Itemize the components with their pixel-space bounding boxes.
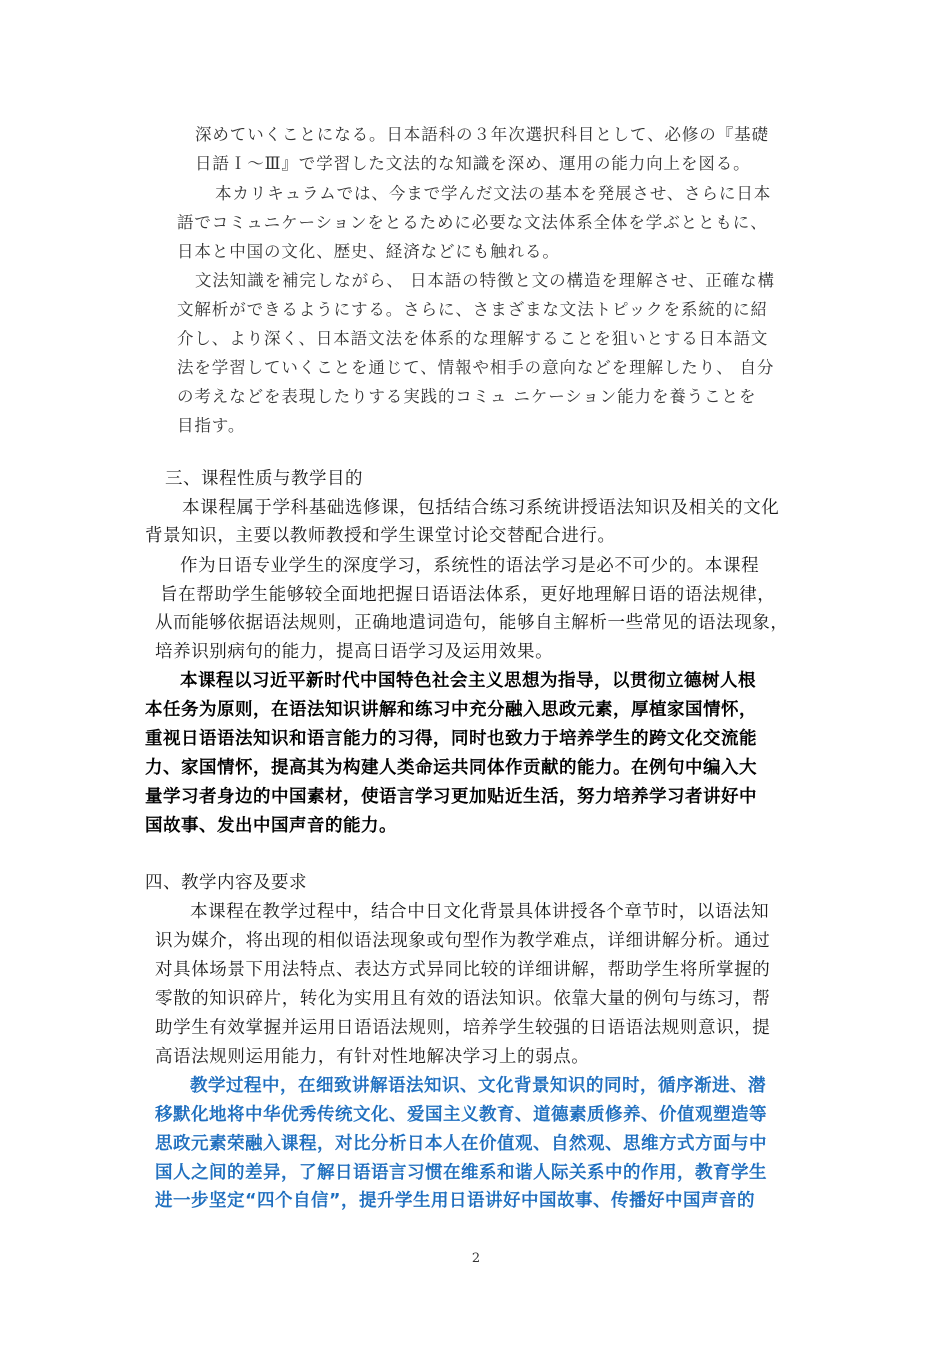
paragraph-line: 从而能够依据语法规则，正确地遣词造句，能够自主解析一些常见的语法现象， [155,613,789,633]
bold-paragraph-line: 重视日语语法知识和语言能力的习得，同时也致力于培养学生的跨文化交流能 [145,729,757,749]
jp-line: 文解析ができるようにする。さらに、さまざまな文法トピックを系統的に紹 [177,300,768,319]
jp-line: 日本と中国の文化、歴史、経済などにも触れる。 [177,242,560,261]
paragraph-line: 背景知识，主要以教师教授和学生课堂讨论交替配合进行。 [145,526,616,546]
paragraph-line: 旨在帮助学生能够较全面地把握日语语法体系，更好地理解日语的语法规律， [160,585,776,605]
jp-line: 深めていくことになる。日本語科の３年次選択科目として、必修の『基礎 [195,125,769,144]
jp-line: 語でコミュニケーションをとるために必要な文法体系全体を学ぶとともに、 [177,213,768,232]
jp-line: 文法知識を補完しながら、 日本語の特徴と文の構造を理解させ、正確な構 [195,271,775,290]
section-4-heading: 四、教学内容及要求 [145,873,307,893]
paragraph-line: 零散的知识碎片，转化为实用且有效的语法知识。依靠大量的例句与练习，帮 [155,989,771,1009]
paragraph-line: 培养识别病句的能力，提高日语学习及运用效果。 [155,642,554,662]
paragraph-line: 识为媒介，将出现的相似语法现象或句型作为教学难点，详细讲解分析。通过 [155,931,771,951]
blue-paragraph-line: 进一步坚定“四个自信”，提升学生用日语讲好中国故事、传播好中国声音的 [155,1191,756,1211]
bold-paragraph-line: 国故事、发出中国声音的能力。 [145,816,397,836]
bold-paragraph-line: 力、家国情怀，提高其为构建人类命运共同体作贡献的能力。在例句中编入大 [145,758,757,778]
paragraph-line: 对具体场景下用法特点、表达方式异同比较的详细讲解，帮助学生将所掌握的 [155,960,771,980]
paragraph-line: 助学生有效掌握并运用日语语法规则，培养学生较强的日语语法规则意识，提 [155,1018,771,1038]
section-3-heading: 三、课程性质与教学目的 [165,469,363,489]
jp-line: の考えなどを表現したりする実践的コミュ ニケーション能力を養うことを [177,387,757,406]
jp-line: 法を学習していくことを通じて、情報や相手の意向などを理解したり、 自分 [177,358,775,377]
paragraph-line: 本课程在教学过程中，结合中日文化背景具体讲授各个章节时，以语法知 [190,902,770,922]
bold-paragraph-line: 本任务为原则，在语法知识讲解和练习中充分融入思政元素，厚植家国情怀， [145,700,757,720]
jp-line: 本カリキュラムでは、今まで学んだ文法の基本を発展させ、さらに日本 [215,184,772,203]
page-number: 2 [471,1251,481,1266]
paragraph-line: 本课程属于学科基础选修课，包括结合练习系统讲授语法知识及相关的文化 [182,498,780,518]
paragraph-line: 作为日语专业学生的深度学习，系统性的语法学习是必不可少的。本课程 [180,556,760,576]
jp-line: 日語Ｉ～Ⅲ』で学習した文法的な知識を深め、運用の能力向上を図る。 [195,154,751,173]
jp-line: 介し、より深く、日本語文法を体系的な理解することを狙いとする日本語文 [177,329,769,348]
bold-paragraph-line: 量学习者身边的中国素材，使语言学习更加贴近生活，努力培养学习者讲好中 [145,787,757,807]
paragraph-line: 高语法规则运用能力，有针对性地解决学习上的弱点。 [155,1047,590,1067]
jp-line: 目指す。 [177,416,246,435]
blue-paragraph-line: 移默化地将中华优秀传统文化、爱国主义教育、道德素质修养、价值观塑造等 [155,1105,767,1125]
blue-paragraph-line: 思政元素荣融入课程，对比分析日本人在价值观、自然观、思维方式方面与中 [155,1134,767,1154]
blue-paragraph-line: 教学过程中，在细致讲解语法知识、文化背景知识的同时，循序渐进、潜 [190,1076,766,1096]
bold-paragraph-line: 本课程以习近平新时代中国特色社会主义思想为指导，以贯彻立德树人根 [180,671,756,691]
blue-paragraph-line: 国人之间的差异，了解日语语言习惯在维系和谐人际关系中的作用，教育学生 [155,1163,767,1183]
